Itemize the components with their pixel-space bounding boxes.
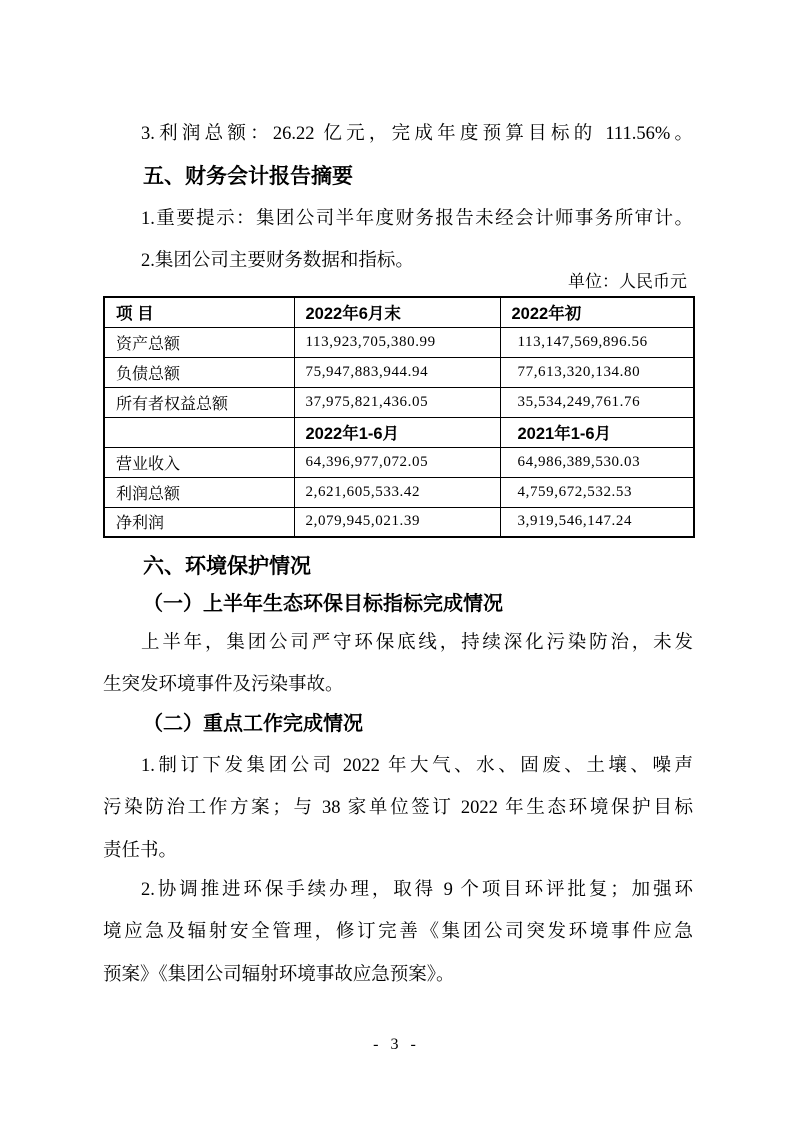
cell-value: 3,919,546,147.24 — [500, 507, 694, 537]
table-row-net-profit — [104, 507, 694, 537]
table-header-row — [104, 297, 694, 327]
heading-6-1-eco-targets: （一）上半年生态环保目标指标完成情况 — [143, 593, 503, 615]
table-row-total-liabilities — [104, 357, 694, 387]
paragraph-eco-line-1: 上半年，集团公司严守环保底线，持续深化污染防治，未发 — [141, 633, 693, 653]
cell-value: 64,986,389,530.03 — [500, 447, 694, 477]
table-header-item: 项 目 — [104, 297, 294, 327]
cell-value: 113,923,705,380.99 — [294, 327, 500, 357]
cell-value: 113,147,569,896.56 — [500, 327, 694, 357]
row-label: 负债总额 — [104, 357, 294, 387]
table-row-total-profit — [104, 477, 694, 507]
row-label-empty — [104, 417, 294, 447]
paragraph-main-financial-data: 2.集团公司主要财务数据和指标。 — [141, 251, 414, 271]
paragraph-eia-approval-line-1: 2.协调推进环保手续办理，取得 9 个项目环评批复；加强环 — [141, 880, 693, 900]
row-label: 净利润 — [104, 507, 294, 537]
cell-value: 2,079,945,021.39 — [294, 507, 500, 537]
subheader-2021-h1: 2021年1-6月 — [500, 417, 694, 447]
cell-value: 2,621,605,533.42 — [294, 477, 500, 507]
paragraph-pollution-plan-line-1: 1.制订下发集团公司 2022 年大气、水、固废、土壤、噪声 — [141, 756, 693, 776]
table-header-june-2022: 2022年6月末 — [294, 297, 500, 327]
page-number: - 3 - — [373, 1036, 420, 1053]
table-row-total-assets — [104, 327, 694, 357]
table-row-operating-revenue — [104, 447, 694, 477]
heading-section-6-environment: 六、环境保护情况 — [143, 555, 311, 578]
cell-value: 64,396,977,072.05 — [294, 447, 500, 477]
table-row-owners-equity — [104, 387, 694, 417]
paragraph-eia-approval-line-3: 预案》《集团公司辐射环境事故应急预案》。 — [103, 965, 455, 985]
table-unit-label: 单位：人民币元 — [568, 272, 687, 291]
row-label: 资产总额 — [104, 327, 294, 357]
subheader-2022-h1: 2022年1-6月 — [294, 417, 500, 447]
row-label: 利润总额 — [104, 477, 294, 507]
paragraph-pollution-plan-line-2: 污染防治工作方案；与 38 家单位签订 2022 年生态环境保护目标 — [103, 798, 693, 818]
row-label: 营业收入 — [104, 447, 294, 477]
cell-value: 77,613,320,134.80 — [500, 357, 694, 387]
table-header-start-2022: 2022年初 — [500, 297, 694, 327]
heading-section-5-financial-report: 五、财务会计报告摘要 — [143, 165, 353, 188]
heading-6-2-key-work: （二）重点工作完成情况 — [143, 713, 363, 735]
cell-value: 4,759,672,532.53 — [500, 477, 694, 507]
financial-data-table — [103, 296, 695, 538]
paragraph-pollution-plan-line-3: 责任书。 — [103, 841, 178, 861]
cell-value: 37,975,821,436.05 — [294, 387, 500, 417]
paragraph-eia-approval-line-2: 境应急及辐射安全管理，修订完善《集团公司突发环境事件应急 — [103, 922, 693, 942]
paragraph-eco-line-2: 生突发环境事件及污染事故。 — [103, 675, 344, 695]
row-label: 所有者权益总额 — [104, 387, 294, 417]
paragraph-important-note: 1.重要提示：集团公司半年度财务报告未经会计师事务所审计。 — [141, 209, 693, 229]
table-subheader-row — [104, 417, 694, 447]
paragraph-profit-total: 3.利润总额：26.22 亿元，完成年度预算目标的 111.56%。 — [141, 124, 693, 144]
cell-value: 75,947,883,944.94 — [294, 357, 500, 387]
cell-value: 35,534,249,761.76 — [500, 387, 694, 417]
